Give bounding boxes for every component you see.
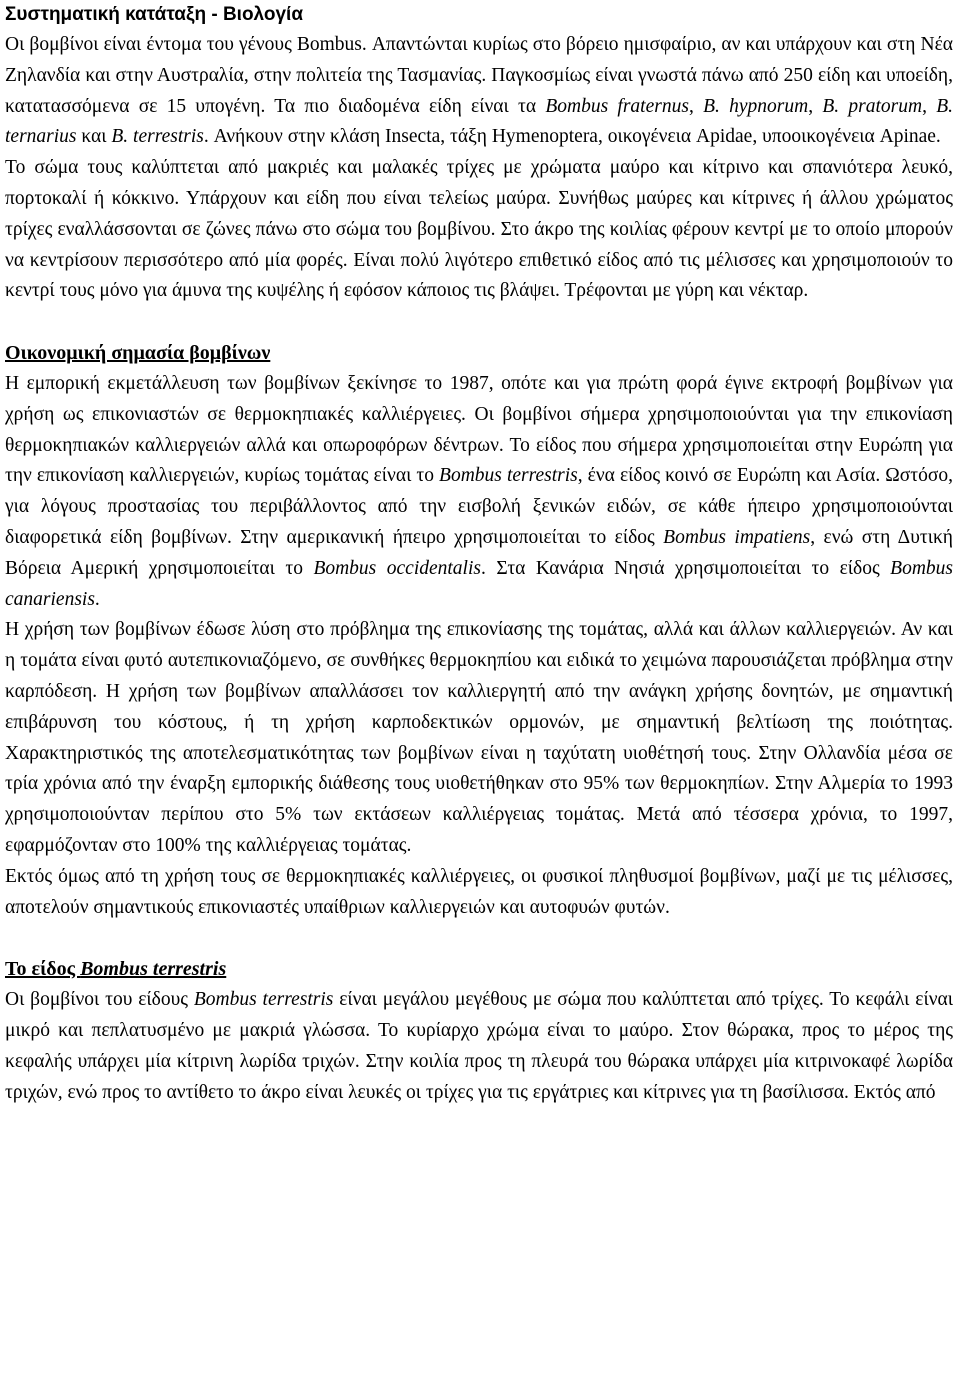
italic-run: Bombus fraternus (545, 95, 689, 117)
italic-run: Bombus terrestris (193, 989, 334, 1011)
text-run: Οι βομβίνοι είναι έντομα του γένους Bombus. Απαντώνται κυρίως στο βόρειο ημισφαίριο, αν και υπάρχουν και στη Νέα Ζηλανδία και στην Αυστραλία, στην πολιτεία της Τασμανίας. Παγκοσμίως είναι γνωστά πάνω από 250 είδη και υποείδη, κατατασσόμενα σε 15 υπογένη. Τα πιο διαδομένα είδη είναι τα (5, 34, 953, 117)
italic-run: Bombus occidentalis (313, 557, 481, 579)
text-run: Η εμπορική εκμετάλλευση των βομβίνων ξεκίνησε το 1987, οπότε και για πρώτη φορά έγινε εκτροφή βομβίνων για χρήση ως επικονιαστών σε θερμοκηπιακές καλλιέργειες. Οι βομβίνοι σήμερα χρησιμοποιούνται για την επικονίαση θερμοκηπιακών καλλιεργειών αλλά και οπωροφόρων δέντρων. Το είδος που σήμερα χρησιμοποιείται στην Ευρώπη για την επικονίαση καλλιεργειών, κυρίως τομάτας είναι το (5, 372, 953, 487)
text-run: . (94, 588, 100, 610)
text-run: . Στα Κανάρια Νησιά χρησιμοποιείται το είδος (480, 557, 891, 579)
italic-run: B. ternarius (5, 95, 954, 148)
paragraph-systematics-2: Το σώμα τους καλύπτεται από μακριές και μαλακές τρίχες με χρώματα μαύρο και κίτρινο και σπανιότερα λευκό, πορτοκαλί ή κόκκινο. Υπάρχουν και είδη που είναι τελείως μαύρα. Συνήθως μαύρες και κίτρινες ή άλλου χρώματος τρίχες εναλλάσσονται σε ζώνες πάνω στο σώμα του βομβίνου. Στο άκρο της κοιλίας φέρουν κεντρί με το οποίο μπορούν να κεντρίσουν περισσότερο από μία φορές. Είναι πολύ λιγότερο επιθετικό είδος από τις μέλισσες και χρησιμοποιούν το κεντρί τους μόνο για άμυνα της κυψέλης ή εφόσον κάποιος τις βλάψει. Τρέφονται με γύρη και νέκταρ. (5, 157, 953, 302)
italic-run: Bombus terrestris (439, 465, 578, 487)
text-run: , (808, 95, 823, 117)
text-run: , (688, 95, 704, 117)
text-run: , (922, 95, 937, 117)
spacer (5, 307, 953, 338)
text-run: , ενώ στη Δυτική Βόρεια Αμερική χρησιμοποιείται το (5, 526, 953, 579)
text-run: Οι βομβίνοι του είδους (5, 989, 194, 1011)
section-title-species-plain: Το είδος (5, 958, 81, 981)
section-title-species (5, 954, 953, 985)
section-title-systematics: Συστηματική κατάταξη - Βιολογία (5, 4, 304, 25)
italic-run: B. hypnorum (703, 95, 809, 117)
paragraph-economic-1 (5, 369, 953, 615)
section-title-economic: Οικονομική σημασία βομβίνων (5, 342, 271, 365)
text-run: είναι μεγάλου μεγέθους με σώμα που καλύπτεται από τρίχες. Το κεφάλι είναι μικρό και πεπλατυσμένο με μακριά γλώσσα. Το κυρίαρχο χρώμα είναι το μαύρο. Στον θώρακα, προς το μέρος της κεφαλής υπάρχει μία κίτρινη λωρίδα τριχών. Στην κοιλία προς τη πλευρά του θώρακα υπάρχει μία κιτρινοκαφέ λωρίδα τριχών, ενώ προς το αντίθετο το άκρο είναι λευκές οι τρίχες για τις εργάτριες και κίτρινες για τη βασίλισσα. Εκτός από (5, 989, 953, 1103)
text-run: , ένα είδος κοινό σε Ευρώπη και Ασία. Ωστόσο, για λόγους προστασίας του περιβάλλοντος από την εισβολή ξενικών ειδών, σε κάθε ήπειρο χρησιμοποιούνται διαφορετικά είδη βομβίνων. Στην αμερικανική ήπειρο χρησιμοποιείται το είδος (5, 465, 953, 548)
paragraph-species-1 (5, 985, 953, 1108)
italic-run: B. pratorum (822, 95, 923, 117)
italic-run: Bombus impatiens (663, 526, 811, 548)
text-run: . Ανήκουν στην κλάση Insecta, τάξη Hymenoptera, οικογένεια Apidae, υποοικογένεια Apinae. (203, 126, 941, 148)
paragraph-economic-3: Εκτός όμως από τη χρήση τους σε θερμοκηπιακές καλλιέργειες, οι φυσικοί πληθυσμοί βομβίνων, μαζί με τις μέλισσες, αποτελούν σημαντικούς επικονιαστές υπαίθριων καλλιεργειών και αυτοφυών φυτών. (5, 865, 953, 918)
italic-run: Bombus canariensis (5, 557, 953, 610)
text-run: και (76, 126, 112, 148)
italic-run: B. terrestris (111, 126, 204, 148)
spacer (5, 923, 953, 954)
paragraph-economic-2: Η χρήση των βομβίνων έδωσε λύση στο πρόβλημα της επικονίασης της τομάτας, αλλά και άλλων καλλιεργειών. Αν και η τομάτα είναι φυτό αυτεπικονιαζόμενο, σε συνθήκες θερμοκηπίου και ειδικά το χειμώνα παρουσιάζεται πρόβλημα στην καρπόδεση. Η χρήση των βομβίνων απαλλάσσει τον καλλιεργητή από την ανάγκη χρήσης δονητών, με σημαντική επιβάρυνση του κόστους, ή τη χρήση καρποδεκτικών ορμονών, με σημαντική βελτίωση της ποιότητας. Χαρακτηριστικός της αποτελεσματικότητας των βομβίνων είναι η ταχύτατη υιοθέτησή τους. Στην Ολλανδία μέσα σε τρία χρόνια από την έναρξη εμπορικής διάθεσης τους υιοθετήθηκαν στο 95% των θερμοκηπίων. Στην Αλμερία το 1993 χρησιμοποιούνταν περίπου στο 5% των εκτάσεων καλλιέργειας τομάτας. Μετά από τέσσερα χρόνια, το 1997, εφαρμόζονταν στο 100% της καλλιέργειας τομάτας. (5, 619, 953, 856)
section-title-species-italic: Bombus terrestris (80, 958, 227, 981)
paragraph-systematics-1 (5, 30, 953, 153)
